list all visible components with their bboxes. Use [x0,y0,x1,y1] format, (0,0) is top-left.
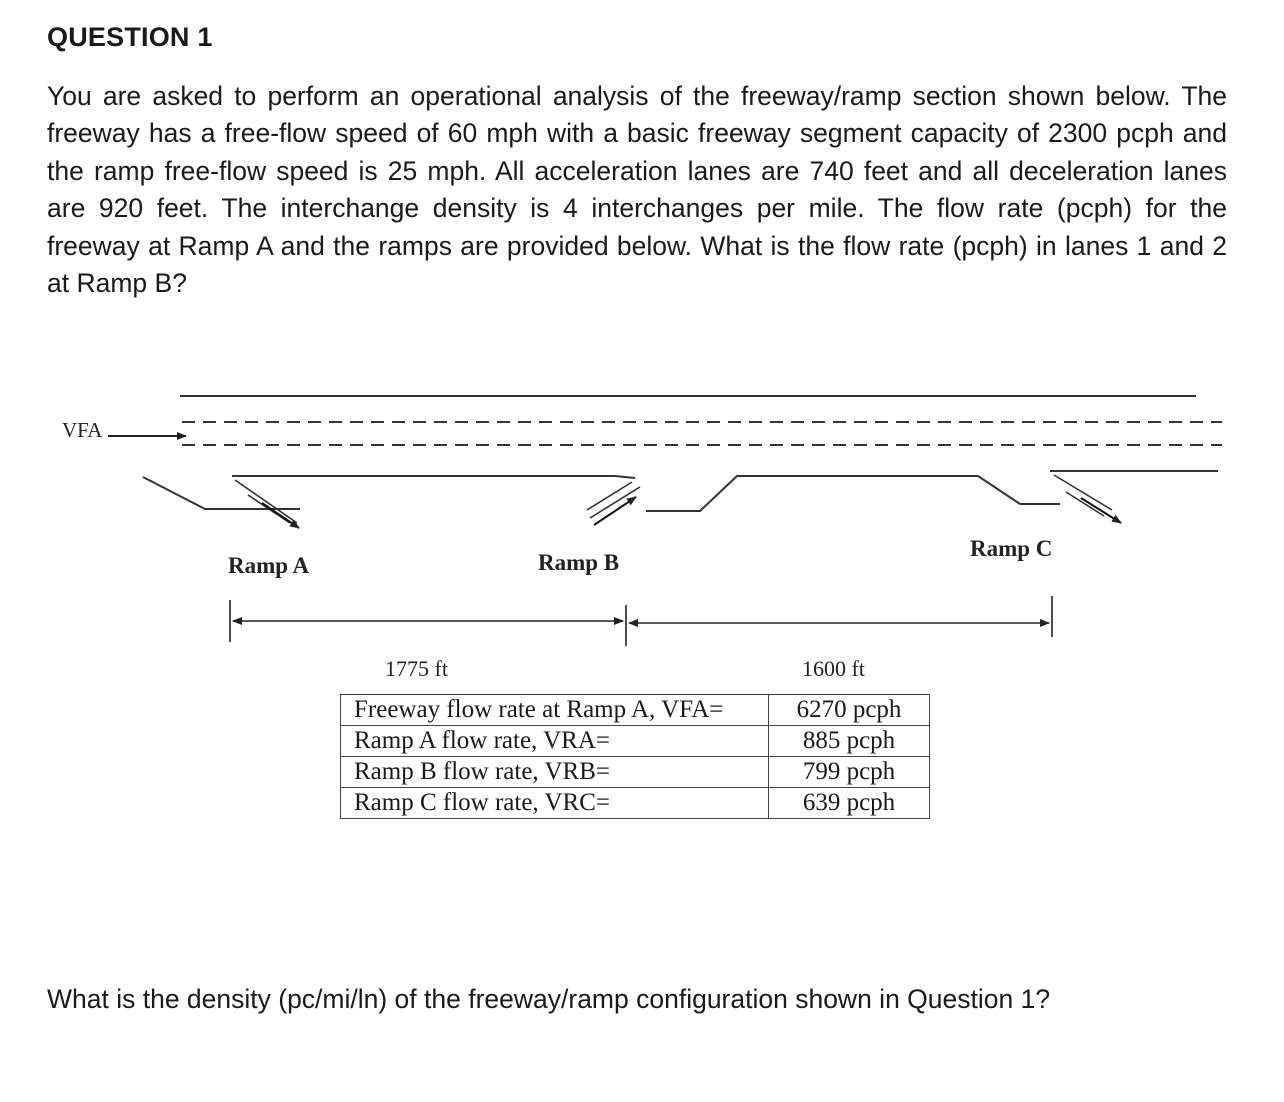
flow-label: Ramp A flow rate, VRA= [341,726,769,757]
ramp-a-gore-1 [235,480,297,523]
ramp-c-label: Ramp C [970,536,1053,561]
ramp-a-label: Ramp A [228,553,310,578]
ramp-a-inner-edge [232,476,635,478]
dist-ab-label: 1775 ft [385,656,448,681]
question-title: QUESTION 1 [47,22,213,52]
ramp-a-flow-arrow [262,503,299,528]
flow-value: 799 pcph [769,757,930,788]
table-row [341,726,930,757]
table-row [341,695,930,726]
followup-question: What is the density (pc/mi/ln) of the freeway/ramp configuration shown in Question 1? [47,984,1051,1014]
flow-value: 885 pcph [769,726,930,757]
question-body: You are asked to perform an operational analysis of the freeway/ramp section shown below. The freeway has a free-flow speed of 60 mph with a basic freeway segment capacity of 2300 pcph and the ramp free-flow speed is 25 mph. All acceleration lanes are 740 feet and all deceleration lanes are 920 feet. The interchange density is 4 interchanges per mile. The flow rate (pcph) for the freeway at Ramp A and the ramps are provided below. What is the flow rate (pcph) in lanes 1 and 2 at Ramp B? [47,81,1227,299]
flow-value: 639 pcph [769,788,930,819]
ramp-c-gore-2 [1066,492,1104,516]
dist-bc-label: 1600 ft [802,656,865,681]
ramp-b-outer-edge [646,476,1020,511]
ramp-a-outer-edge [143,477,300,509]
flow-label: Freeway flow rate at Ramp A, VFA= [341,695,769,726]
flow-rate-table [340,694,930,819]
table-row [341,788,930,819]
flow-label: Ramp B flow rate, VRB= [341,757,769,788]
flow-label: Ramp C flow rate, VRC= [341,788,769,819]
table-row [341,757,930,788]
flow-value: 6270 pcph [769,695,930,726]
ramp-b-label: Ramp B [538,550,620,575]
ramp-c-gore-1 [1054,475,1112,510]
vfa-label: VFA [62,418,103,442]
ramp-c-flow-arrow [1081,498,1121,523]
